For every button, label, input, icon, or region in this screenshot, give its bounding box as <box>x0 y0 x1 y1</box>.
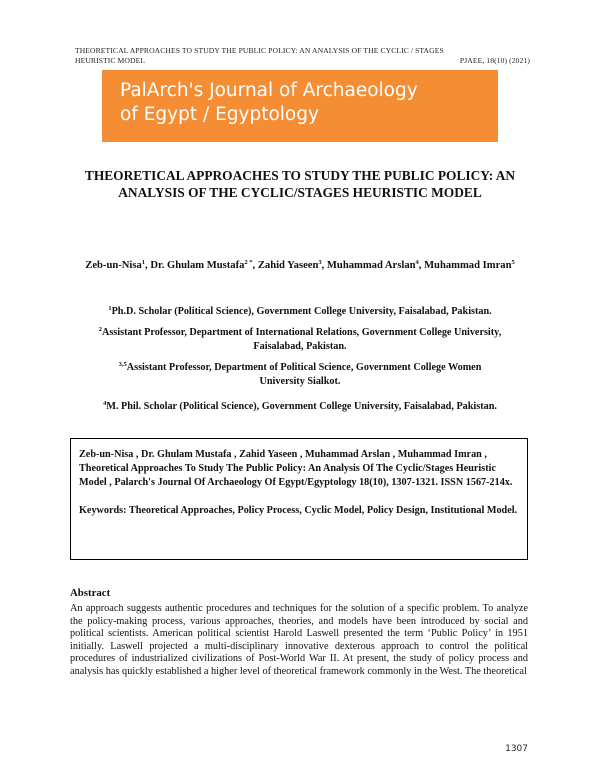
affiliation: $^1$Ph.D. Scholar (Political Science), Government College University, Faisalabad, Pakistan. <box>108 305 492 317</box>
paper-title <box>60 167 540 201</box>
running-header <box>75 46 530 66</box>
author: Muhammad Imran$^5$ <box>424 259 515 271</box>
author: Zahid Yaseen$^3$, <box>257 259 327 271</box>
banner-line-2: of Egypt / Egyptology <box>120 104 319 125</box>
abstract-heading: Abstract <box>70 587 111 599</box>
affiliation: $^4$M. Phil. Scholar (Political Science), Government College University, Faisalabad, Pakistan. <box>103 400 497 412</box>
author: Muhammad Arslan$^4$, <box>326 259 425 271</box>
citation-text: Zeb-un-Nisa , Dr. Ghulam Mustafa , Zahid Yaseen , Muhammad Arslan , Muhammad Imran , Theoretical Approaches To Study The Public Policy: An Analysis Of The Cyclic/Stages Heuristic Model , Palarch's Journal Of Archaeology Of Egypt/Egyptology 18(10), 1307-1321. ISSN 1567-214x. <box>79 449 513 488</box>
author: Dr. Ghulam Mustafa$^{2 *}$, <box>150 259 258 271</box>
page-number: 1307 <box>505 744 528 754</box>
running-title-cont: HEURISTIC MODEL <box>75 56 146 65</box>
author-list <box>60 258 540 273</box>
title-line-1: THEORETICAL APPROACHES TO STUDY THE PUBLIC POLICY: AN <box>84 168 516 183</box>
journal-banner <box>102 70 498 142</box>
journal-volume: PJAEE, 18(10) (2021) <box>459 56 530 65</box>
citation-box <box>70 438 528 560</box>
banner-line-1: PalArch's Journal of Archaeology <box>120 80 418 101</box>
affiliation: $^2$Assistant Professor, Department of International Relations, Government College University, Faisalabad, Pakistan. <box>98 326 502 352</box>
affiliation: $^{3,5}$Assistant Professor, Department of Political Science, Government College Women University Sialkot. <box>118 361 482 387</box>
abstract-text: An approach suggests authentic procedures and techniques for the solution of a specific problem. To analyze the policy-making process, various approaches, theories, and models have been introduced by social and political scientists. American political scientist Harold Laswell presented the term ‘Public Policy’ in 1951 initially. Laswell projected a multi-disciplinary innovative dexterous approach to control the political procedures of industrialized civilizations of Post-World War II. At present, the study of policy process and analysis has quickly established a higher level of theoretical framework commonly in the West. The theoretical <box>70 603 528 677</box>
author: Zeb-un-Nisa$^1$, <box>85 259 151 271</box>
keywords: Keywords: Theoretical Approaches, Policy Process, Cyclic Model, Policy Design, Institutional Model. <box>79 505 518 516</box>
running-title: THEORETICAL APPROACHES TO STUDY THE PUBLIC POLICY: AN ANALYSIS OF THE CYCLIC / STAGES <box>75 46 444 55</box>
title-line-2: ANALYSIS OF THE CYCLIC/STAGES HEURISTIC MODEL <box>118 185 482 200</box>
